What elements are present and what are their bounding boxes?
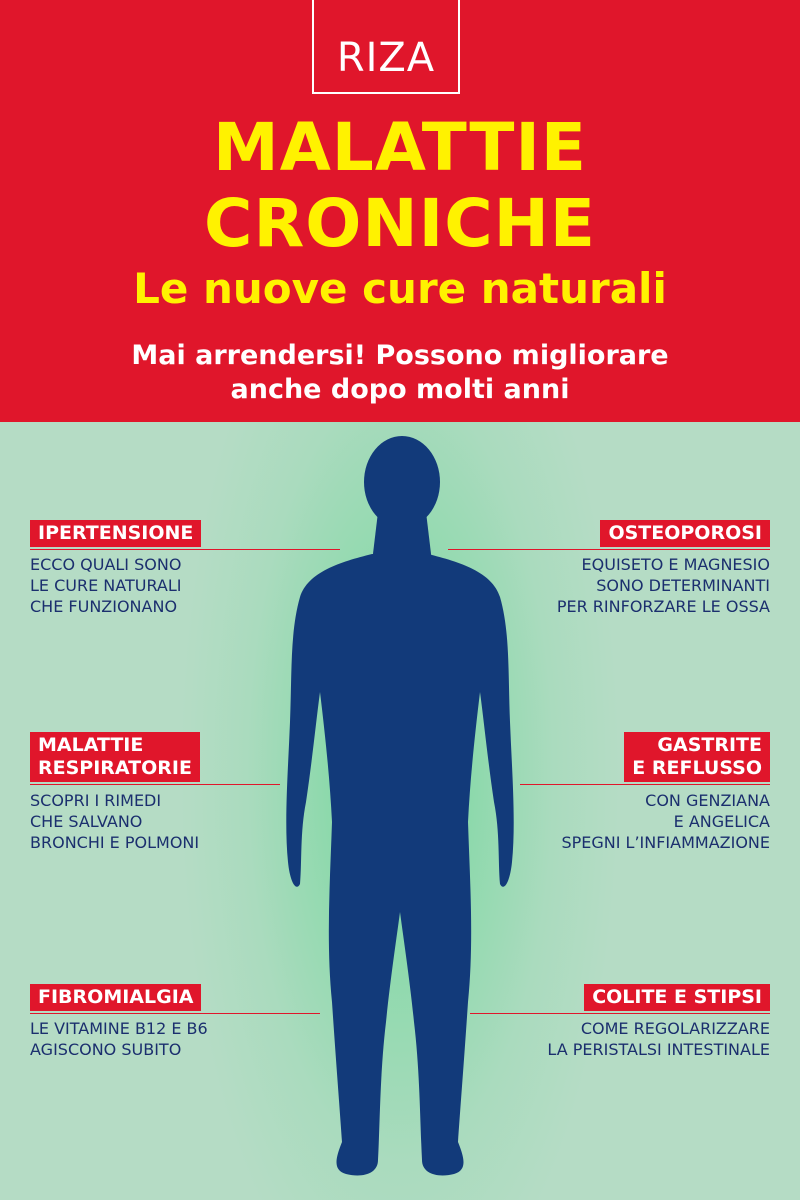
desc-gastrite: CON GENZIANA E ANGELICA SPEGNI L’INFIAMMAZIONE xyxy=(561,791,770,852)
connector-line xyxy=(520,784,770,785)
desc-fibromialgia: LE VITAMINE B12 E B6 AGISCONO SUBITO xyxy=(30,1019,208,1059)
title-line-3: Le nuove cure naturali xyxy=(133,264,667,313)
riza-logo xyxy=(312,0,460,94)
connector-line xyxy=(30,784,280,785)
illustration-area xyxy=(0,422,800,1200)
tag-fibromialgia: FIBROMIALGIA xyxy=(30,984,201,1011)
desc-osteoporosi: EQUISETO E MAGNESIO SONO DETERMINANTI PER RINFORZARE LE OSSA xyxy=(556,555,770,616)
desc-respiratorie: SCOPRI I RIMEDI CHE SALVANO BRONCHI E POLMONI xyxy=(30,791,200,852)
desc-ipertensione: ECCO QUALI SONO LE CURE NATURALI CHE FUNZIONANO xyxy=(30,555,182,616)
tag-respiratorie: MALATTIE RESPIRATORIE xyxy=(30,732,200,782)
desc-colite: COME REGOLARIZZARE LA PERISTALSI INTESTINALE xyxy=(547,1019,770,1059)
tag-osteoporosi: OSTEOPOROSI xyxy=(600,520,770,547)
connector-line xyxy=(30,1013,320,1014)
title-line-1: MALATTIE xyxy=(213,109,587,186)
connector-line xyxy=(30,549,340,550)
tag-colite: COLITE E STIPSI xyxy=(584,984,770,1011)
tag-ipertensione: IPERTENSIONE xyxy=(30,520,201,547)
header-band xyxy=(0,0,800,422)
connector-line xyxy=(470,1013,770,1014)
connector-line xyxy=(448,549,770,550)
tag-gastrite: GASTRITE E REFLUSSO xyxy=(624,732,770,782)
logo-text: RIZA xyxy=(336,35,436,81)
subtitle-line-1: Mai arrendersi! Possono migliorare xyxy=(131,340,669,371)
title-line-2: CRONICHE xyxy=(204,185,596,262)
subtitle-line-2: anche dopo molti anni xyxy=(230,374,570,405)
